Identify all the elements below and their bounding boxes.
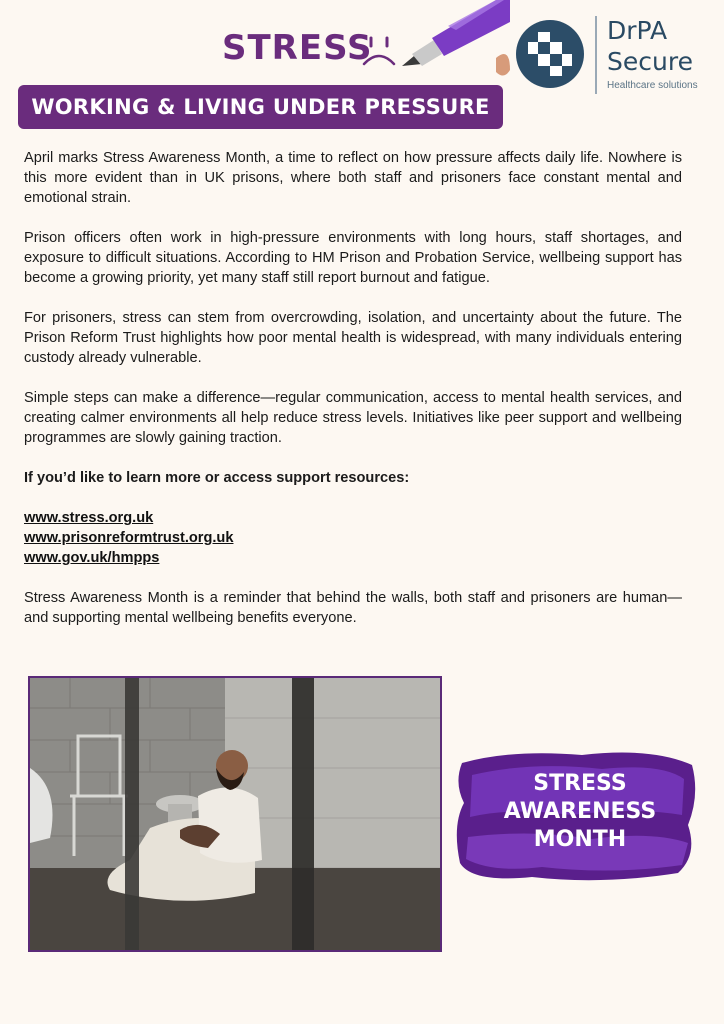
pen-icon <box>400 0 510 80</box>
article-body <box>24 148 682 648</box>
paragraph-prisoners: For prisoners, stress can stem from overcrowding, isolation, and uncertainty about the future. The Prison Reform Trust highlights how poor mental health is widespread, with many individuals entering custody already vulnerable. <box>24 310 682 366</box>
paragraph-staff: Prison officers often work in high-pressure environments with long hours, staff shortages, and exposure to difficult situations. According to HM Prison and Probation Service, wellbeing support has become a growing priority, yet many staff still report burnout and fatigue. <box>24 230 682 286</box>
badge-line3: MONTH <box>533 827 627 852</box>
badge-line2: AWARENESS <box>503 799 657 824</box>
link-hmpps[interactable]: www.gov.uk/hmpps <box>24 550 160 566</box>
support-links <box>24 508 682 568</box>
prison-cell-photo <box>28 676 442 952</box>
logo-cross-icon <box>514 18 586 90</box>
headline-banner <box>18 85 503 129</box>
link-stress[interactable]: www.stress.org.uk <box>24 510 154 526</box>
stress-awareness-month-badge <box>452 745 702 885</box>
logo-name-line2: Secure <box>607 47 693 76</box>
support-heading: If you’d like to learn more or access support resources: <box>24 470 410 486</box>
link-prison-reform-trust[interactable]: www.prisonreformtrust.org.uk <box>24 530 234 546</box>
paragraph-intro: April marks Stress Awareness Month, a time to reflect on how pressure affects daily life. Nowhere is this more evident than in UK prisons, where both staff and prisoners face constant mental and emotional strain. <box>24 150 682 206</box>
headline-text: WORKING & LIVING UNDER PRESSURE <box>31 95 490 119</box>
logo-tagline: Healthcare solutions <box>607 80 698 91</box>
prison-cell-illustration <box>30 678 440 950</box>
paragraph-steps: Simple steps can make a difference—regular communication, access to mental health services, and creating calmer environments all help reduce stress levels. Initiatives like peer support and wellbeing programmes are slowly gaining traction. <box>24 390 682 446</box>
logo-divider <box>595 16 597 94</box>
paragraph-closing: Stress Awareness Month is a reminder that behind the walls, both staff and prisoners are human—and supporting mental wellbeing benefits everyone. <box>24 590 682 626</box>
stress-title: STRESS <box>222 28 373 68</box>
sad-face-icon <box>360 34 400 68</box>
badge-line1: STRESS <box>533 771 627 796</box>
logo-name-line1: DrPA <box>607 16 668 45</box>
